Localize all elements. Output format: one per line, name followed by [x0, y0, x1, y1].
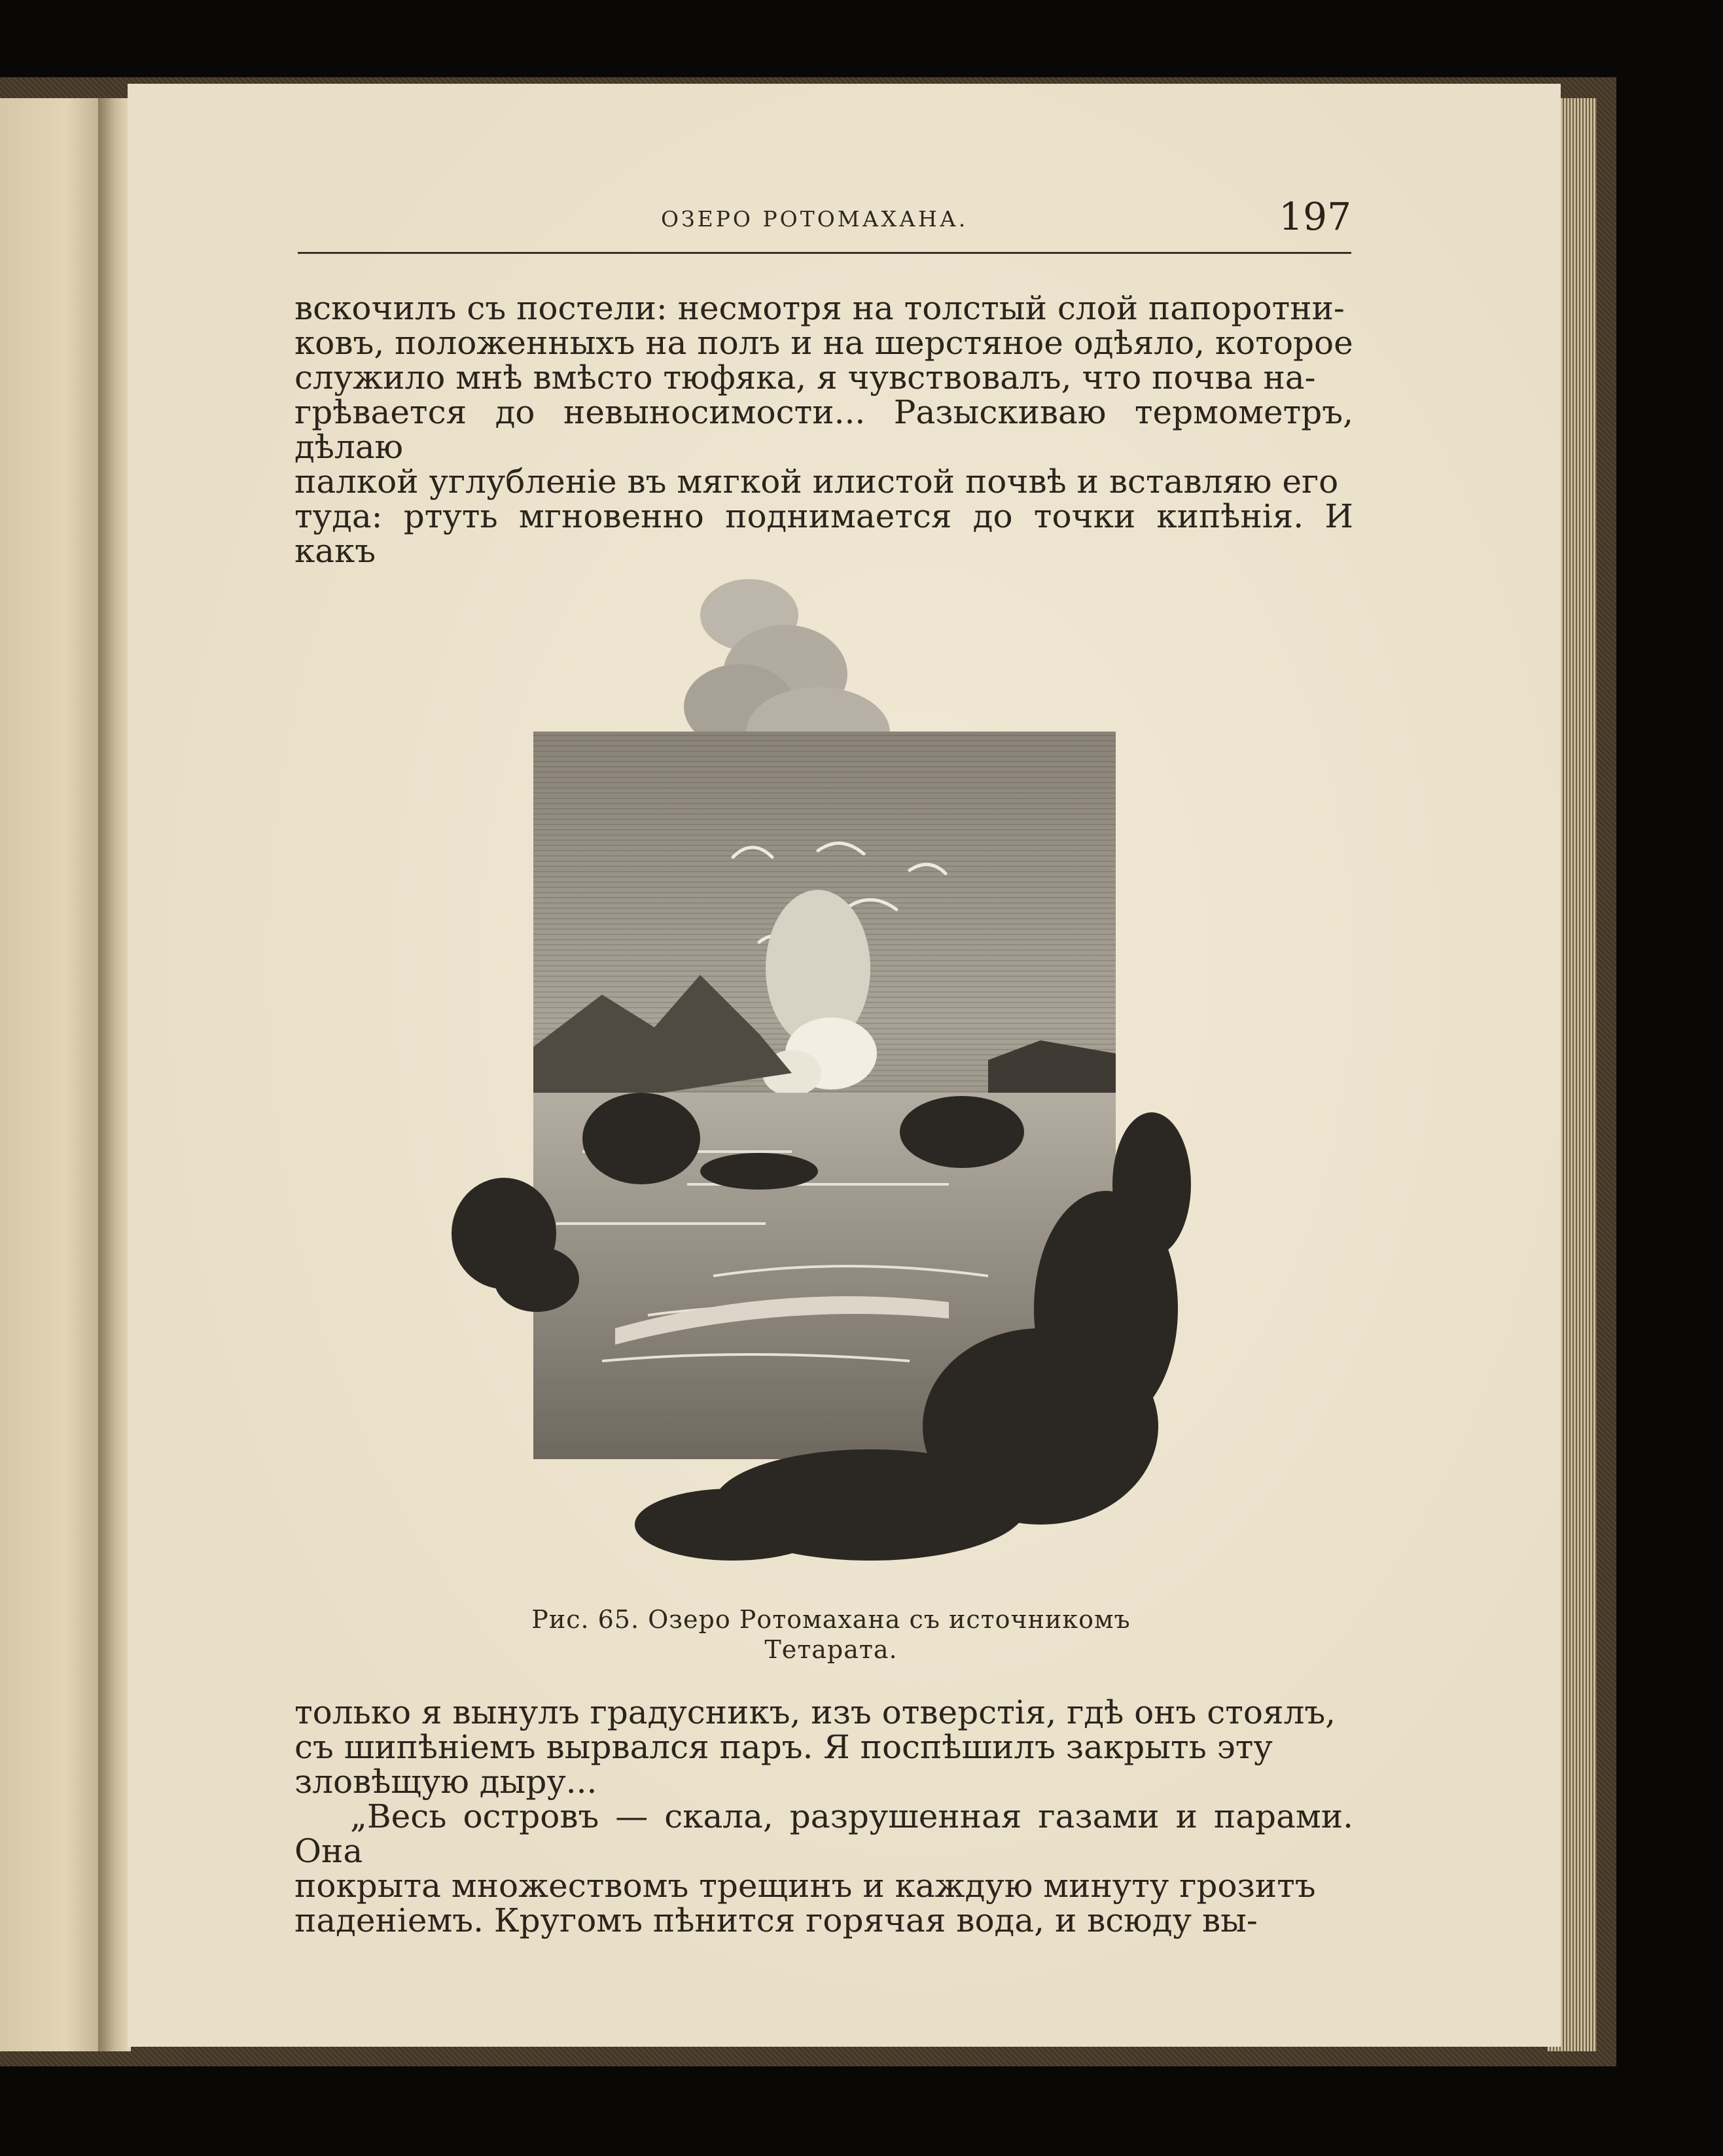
text-block-bottom [294, 1695, 1353, 1938]
left-page-edge [0, 98, 111, 2051]
text-line: палкой углубленіе въ мягкой илистой почвѣ и вставляю его [294, 463, 1339, 501]
text-line: грѣвается до невыносимости... Разыскиваю термометръ, дѣлаю [294, 393, 1353, 466]
text-line: ковъ, положенныхъ на полъ и на шерстяное одѣяло, которое [294, 324, 1353, 362]
text-line: служило мнѣ вмѣсто тюфяка, я чувствовалъ, что почва на- [294, 359, 1316, 397]
running-head [298, 194, 1351, 254]
text-line: туда: ртуть мгновенно поднимается до точки кипѣнія. И какъ [294, 497, 1353, 570]
engraving-image [452, 576, 1211, 1574]
text-line: паденіемъ. Кругомъ пѣнится горячая вода, и всюду вы- [294, 1901, 1258, 1939]
text-line: только я вынулъ градусникъ, изъ отверстія, гдѣ онъ стоялъ, [294, 1693, 1336, 1731]
page-number: 197 [1279, 194, 1351, 239]
text-line: съ шипѣніемъ вырвался паръ. Я поспѣшилъ закрыть эту [294, 1728, 1273, 1766]
book-gutter [98, 98, 131, 2051]
text-line: вскочилъ съ постели: несмотря на толстый слой папоротни- [294, 289, 1345, 327]
text-line: зловѣщую дыру... [294, 1763, 597, 1801]
text-line: покрыта множествомъ трещинъ и каждую минуту грозитъ [294, 1867, 1316, 1905]
illustration-lake-rotomahana [452, 576, 1211, 1574]
caption-line: Тетарата. [764, 1635, 898, 1664]
figure-caption [406, 1604, 1256, 1665]
text-block-top [294, 291, 1353, 569]
running-head-title: ОЗЕРО РОТОМАХАНА. [661, 206, 968, 232]
text-line: „Весь островъ — скала, разрушенная газами и парами. Она [294, 1797, 1353, 1870]
caption-line: Рис. 65. Озеро Ротомахана съ источникомъ [531, 1605, 1131, 1634]
